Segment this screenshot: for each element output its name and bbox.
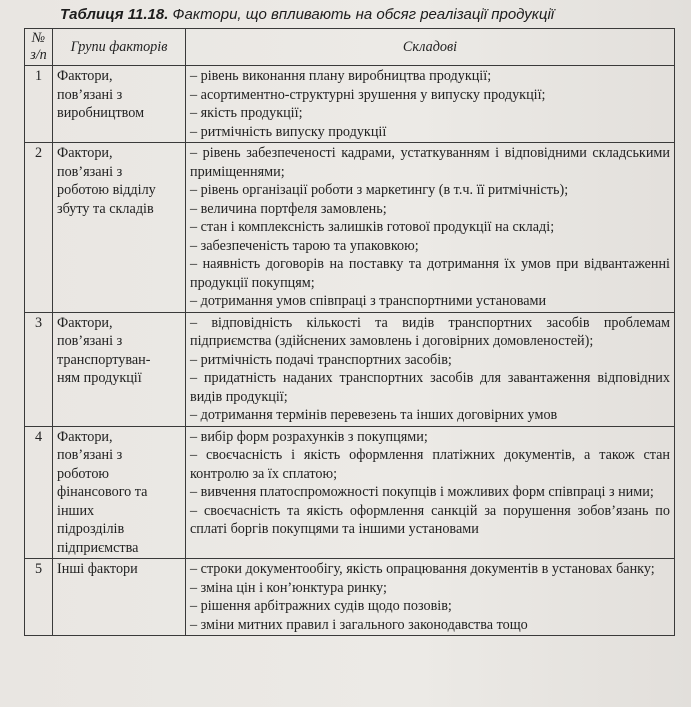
component-item: – асортиментно-структурні зрушення у випуску продукції;: [190, 86, 546, 103]
factor-group-line: інших: [57, 502, 95, 519]
row-number: 4: [25, 426, 53, 559]
component-item: – строки документообігу, якість опрацювання документів в установах банку;: [190, 561, 655, 577]
component-item: – вибір форм розрахунків з покупцями;: [190, 428, 428, 445]
row-components: [186, 312, 675, 426]
component-item: – дотримання термінів перевезень та інших договірних умов: [190, 407, 558, 423]
component-item: – забезпеченість тарою та упаковкою;: [190, 237, 419, 254]
component-item: – зміни митних правил і загального законодавства тощо: [190, 616, 528, 633]
component-item: – якість продукції;: [190, 105, 303, 121]
component-item: – відповідність кількості та видів транспортних засобів проблемам підприємства (здійснених замовлень і договірних домовленостей);: [190, 314, 670, 349]
factor-group-line: фінансового та: [57, 484, 148, 500]
header-number-symbol: №: [31, 30, 46, 46]
factor-group-line: Інші фактори: [57, 561, 138, 577]
factor-group-line: Фактори,: [57, 145, 113, 161]
table-row: [25, 559, 675, 636]
component-item: – своєчасність та якість оформлення санкцій за порушення зобов’язань по сплаті боргів покупцями та іншими установами: [190, 502, 670, 537]
row-factor-group: [53, 312, 186, 426]
factor-group-line: пов’язані з: [57, 447, 123, 463]
factor-group-line: пов’язані з: [57, 163, 123, 180]
component-item: – величина портфеля замовлень;: [190, 200, 387, 217]
table-title: Фактори, що впливають на обсяг реалізації продукції: [172, 6, 555, 23]
row-components: [186, 143, 675, 313]
component-item: – вивчення платоспроможності покупців і можливих форм співпраці з ними;: [190, 484, 654, 500]
factor-group-line: роботою відділу: [57, 182, 156, 198]
table-row: [25, 426, 675, 559]
row-factor-group: [53, 559, 186, 636]
row-components: [186, 426, 675, 559]
component-item: – дотримання умов співпраці з транспортними установами: [190, 293, 547, 309]
table-caption: [60, 5, 680, 25]
factor-group-line: роботою: [57, 465, 110, 482]
factor-group-line: транспортуван-: [57, 351, 151, 368]
table-header-row: [25, 29, 675, 66]
component-item: – стан і комплексність залишків готової продукції на складі;: [190, 219, 555, 235]
factors-table: [24, 28, 675, 636]
factor-group-line: збуту та складів: [57, 200, 154, 217]
table-row: [25, 66, 675, 143]
table-number: Таблиця 11.18.: [60, 6, 169, 23]
factor-group-line: ням продукції: [57, 370, 142, 386]
row-number: 2: [25, 143, 53, 313]
factor-group-line: Фактори,: [57, 314, 113, 331]
factor-group-line: пов’язані з: [57, 333, 123, 349]
table-row: [25, 312, 675, 426]
component-item: – ритмічність подачі транспортних засобів;: [190, 351, 452, 368]
header-number: [25, 29, 53, 66]
component-item: – придатність наданих транспортних засобів для завантаження відповідних видів продукції;: [190, 370, 670, 405]
factor-group-line: Фактори,: [57, 68, 113, 84]
factor-group-line: пов’язані з: [57, 86, 123, 103]
header-parts: Складові: [186, 29, 675, 66]
factor-group-line: підприємства: [57, 539, 139, 556]
component-item: – рівень забезпеченості кадрами, устаткуванням і відповідними складськими приміщеннями;: [190, 145, 670, 180]
component-item: – ритмічність випуску продукції: [190, 123, 387, 140]
table-body: [25, 66, 675, 636]
component-item: – зміна цін і кон’юнктура ринку;: [190, 579, 387, 596]
table-row: [25, 143, 675, 313]
row-components: [186, 66, 675, 143]
factor-group-line: підрозділів: [57, 521, 125, 537]
component-item: – своєчасність і якість оформлення платіжних документів, а також стан контролю за їх сплатою;: [190, 447, 670, 482]
row-number: 5: [25, 559, 53, 636]
header-group: Групи факторів: [53, 29, 186, 66]
component-item: – рівень виконання плану виробництва продукції;: [190, 68, 492, 84]
factor-group-line: Фактори,: [57, 428, 113, 445]
row-factor-group: [53, 426, 186, 559]
row-components: [186, 559, 675, 636]
header-number-abbr: з/п: [30, 47, 47, 63]
row-factor-group: [53, 143, 186, 313]
component-item: – наявність договорів на поставку та дотримання їх умов при відвантаженні продукції покупцям;: [190, 256, 670, 291]
row-number: 3: [25, 312, 53, 426]
row-factor-group: [53, 66, 186, 143]
component-item: – рішення арбітражних судів щодо позовів;: [190, 598, 452, 614]
factor-group-line: виробництвом: [57, 105, 145, 121]
row-number: 1: [25, 66, 53, 143]
component-item: – рівень організації роботи з маркетингу (в т.ч. її ритмічність);: [190, 182, 569, 198]
